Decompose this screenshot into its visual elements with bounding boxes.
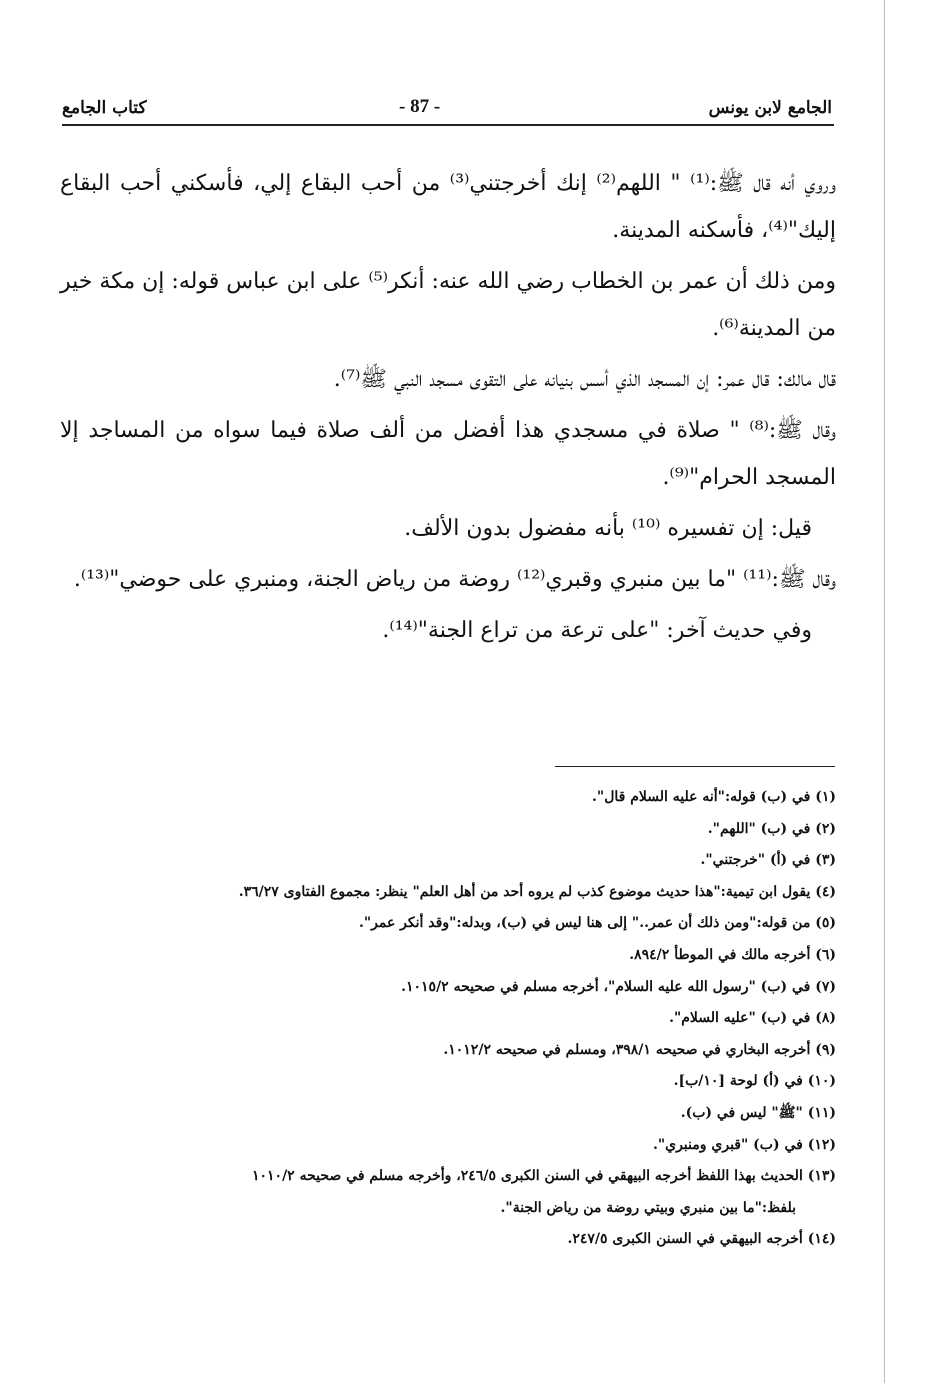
footnote: (٥) من قوله:"ومن ذلك أن عمر.." إلى هنا ليس في (ب)، وبدله:"وقد أنكر عمر". — [358, 915, 836, 932]
header-section-title: كتاب الجامع — [62, 98, 147, 118]
footnote-continuation: بلفظ:"ما بين منبري وبيتي روضة من رياض الجنة". — [500, 1199, 796, 1216]
page-number: - 87 - — [399, 96, 441, 117]
paragraph: وفي حديث آخر: "على ترعة من تراع الجنة"⁽¹⁴⁾. — [382, 618, 812, 643]
footnote: (١١) "ﷺ" ليس في (ب). — [680, 1104, 836, 1121]
main-text — [60, 160, 836, 658]
page-edge-divider — [884, 0, 885, 1383]
paragraph: قال مالك: قال عمر: إن المسجد الذي أسس بنيانه على التقوى مسجد النبي ﷺ⁽⁷⁾. — [333, 367, 836, 392]
footnote: (١٠) في (أ) لوحة [١٠/ب]. — [673, 1073, 836, 1090]
paragraph: وقال ﷺ:⁽¹¹⁾ "ما بين منبري وقبري⁽¹²⁾ روضة من رياض الجنة، ومنبري على حوضي"⁽¹³⁾. — [73, 567, 836, 592]
running-header — [62, 98, 832, 124]
footnote: (١) في (ب) قوله:"أنه عليه السلام قال". — [592, 789, 836, 805]
footnote-separator — [555, 766, 835, 767]
footnote: (١٢) في (ب) "قبري ومنبري". — [652, 1136, 836, 1153]
footnote: (٦) أخرجه مالك في الموطأ ٨٩٤/٢. — [629, 946, 836, 963]
footnote: (٧) في (ب) "رسول الله عليه السلام"، أخرجه مسلم في صحيحه ١٠١٥/٢. — [401, 978, 836, 995]
footnote: (٨) في (ب) "عليه السلام". — [669, 1010, 836, 1027]
footnotes — [60, 782, 836, 1256]
footnote: (٩) أخرجه البخاري في صحيحه ٣٩٨/١، ومسلم في صحيحه ١٠١٢/٢. — [443, 1041, 836, 1058]
footnote: (٤) يقول ابن تيمية:"هذا حديث موضوع كذب لم يروه أحد من أهل العلم" ينظر: مجموع الفتاوى ٣٦/٢٧. — [238, 883, 836, 900]
footnote: (١٤) أخرجه البيهقي في السنن الكبرى ٢٤٧/٥. — [567, 1231, 836, 1248]
paragraph: وروي أنه قال ﷺ:⁽¹⁾ " اللهم⁽²⁾ إنك أخرجتني⁽³⁾ من أحب البقاع إلي، فأسكني أحب البقاع إليك"⁽⁴⁾، فأسكنه المدينة. — [60, 171, 837, 243]
footnote: (١٣) الحديث بهذا اللفظ أخرجه البيهقي في السنن الكبرى ٢٤٦/٥، وأخرجه مسلم في صحيحه ١٠١٠/٢ — [251, 1168, 836, 1185]
paragraph: قيل: إن تفسيره ⁽¹⁰⁾ بأنه مفضول بدون الألف. — [404, 516, 812, 541]
header-rule — [62, 124, 834, 126]
paragraph: وقال ﷺ:⁽⁸⁾ " صلاة في مسجدي هذا أفضل من ألف صلاة فيما سواه من المساجد إلا المسجد الحرام"⁽⁹⁾. — [60, 418, 837, 490]
header-book-title: الجامع لابن يونس — [708, 98, 832, 118]
footnote: (٢) في (ب) "اللهم". — [707, 820, 836, 837]
footnote: (٣) في (أ) "خرجتني". — [700, 852, 836, 869]
paragraph: ومن ذلك أن عمر بن الخطاب رضي الله عنه: أنكر⁽⁵⁾ على ابن عباس قوله: إن مكة خير من المدينة⁽⁶⁾. — [60, 269, 837, 341]
